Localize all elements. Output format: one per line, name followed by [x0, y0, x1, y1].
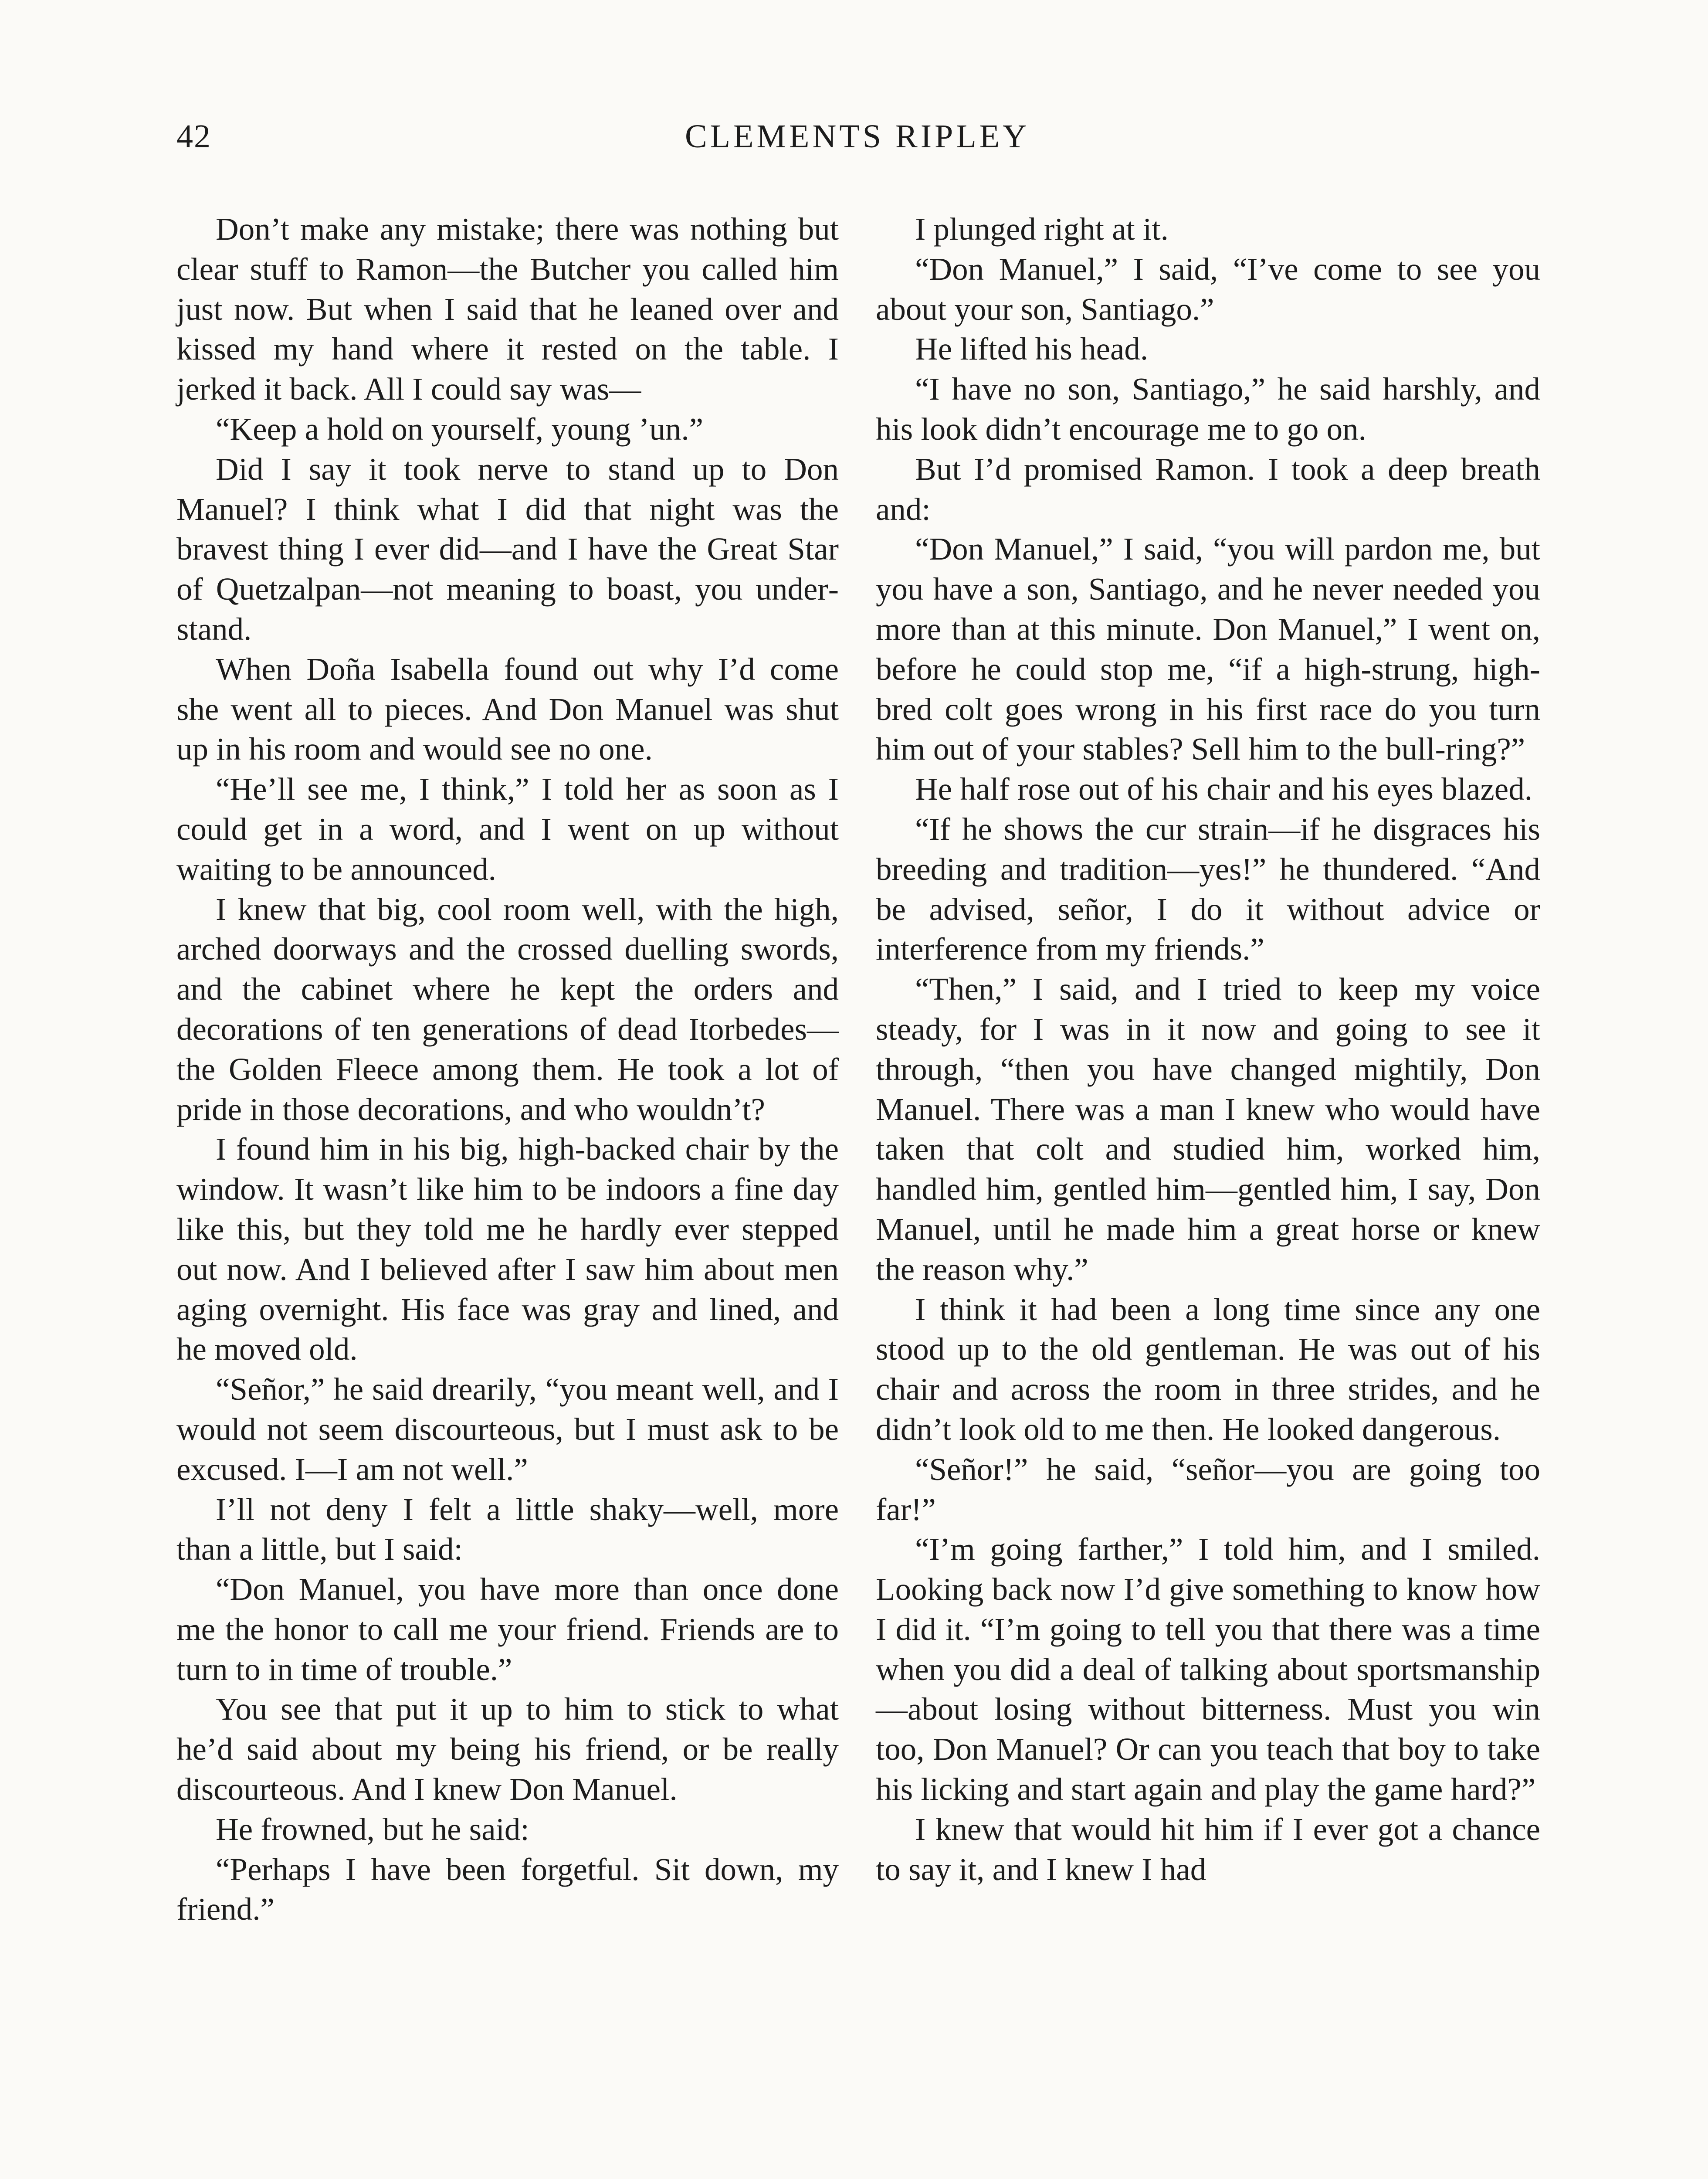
paragraph: You see that put it up to him to stick to what he’d said about my being his friend, or be really discourteous. And I knew Don Manuel.: [176, 1691, 839, 1807]
paragraph: “If he shows the cur strain—if he disgraces his breeding and tradition—yes!” he thundered. “And be advised, señor, I do it without advice or interference from my friends.”: [876, 811, 1540, 967]
paragraph: But I’d promised Ramon. I took a deep breath and:: [876, 451, 1540, 527]
paragraph: “Then,” I said, and I tried to keep my voice steady, for I was in it now and going to see it through, “then you have changed mightily, Don Manuel. There was a man I knew who would have taken that colt and studied him, worked him, handled him, gentled him—gentled him, I say, Don Manuel, until he made him a great horse or knew the reason why.”: [876, 971, 1540, 1287]
paragraph: “I have no son, Santiago,” he said harshly, and his look didn’t encourage me to go on.: [876, 371, 1540, 447]
paragraph: “Keep a hold on yourself, young ’un.”: [216, 411, 704, 447]
paragraph: “He’ll see me, I think,” I told her as soon as I could get in a word, and I went on up without waiting to be announced.: [176, 771, 839, 887]
left-column: [176, 209, 839, 1929]
paragraph: I’ll not deny I felt a little shaky—well, more than a little, but I said:: [176, 1491, 839, 1567]
paragraph: I found him in his big, high-backed chair by the window. It wasn’t like him to be indoors a fine day like this, but they told me he hardly ever stepped out now. And I believed after I saw him about men aging overnight. His face was gray and lined, and he moved old.: [176, 1131, 839, 1367]
paragraph: When Doña Isabella found out why I’d come she went all to pieces. And Don Manuel was shut up in his room and would see no one.: [176, 651, 839, 767]
paragraph: I knew that would hit him if I ever got a chance to say it, and I knew I had: [876, 1811, 1540, 1887]
paragraph: “Don Manuel,” I said, “I’ve come to see you about your son, Santiago.”: [876, 251, 1540, 327]
page-header: [176, 118, 1538, 170]
page-number: 42: [176, 118, 211, 155]
paragraph: He frowned, but he said:: [216, 1811, 529, 1847]
paragraph: Did I say it took nerve to stand up to Don Manuel? I think what I did that night was the bravest thing I ever did—and I have the Great Star of Quetzalpan—not meaning to boast, you understand.: [176, 451, 839, 647]
paragraph: “Don Manuel, you have more than once done me the honor to call me your friend. Friends are to turn to in time of trouble.”: [176, 1571, 839, 1687]
paragraph: “I’m going farther,” I told him, and I smiled. Looking back now I’d give something to know how I did it. “I’m going to tell you that there was a time when you did a deal of talking about sportsmanship—about losing without bitterness. Must you win too, Don Manuel? Or can you teach that boy to take his licking and start again and play the game hard?”: [876, 1531, 1540, 1807]
paragraph: “Perhaps I have been forgetful. Sit down, my friend.”: [176, 1851, 839, 1927]
paragraph: “Don Manuel,” I said, “you will pardon me, but you have a son, Santiago, and he never needed you more than at this minute. Don Manuel,” I went on, before he could stop me, “if a high-strung, high-bred colt goes wrong in his first race do you turn him out of your stables? Sell him to the bull-ring?”: [876, 531, 1540, 767]
paragraph: I knew that big, cool room well, with the high, arched doorways and the crossed duelling swords, and the cabinet where he kept the orders and decorations of ten generations of dead Itorbedes—the Golden Fleece among them. He took a lot of pride in those decorations, and who wouldn’t?: [176, 891, 839, 1127]
paragraph: “Señor!” he said, “señor—you are going too far!”: [876, 1451, 1540, 1527]
running-head: CLEMENTS RIPLEY: [685, 118, 1030, 155]
paragraph: He half rose out of his chair and his eyes blazed.: [915, 771, 1532, 807]
right-column: [876, 209, 1540, 1889]
paragraph: Don’t make any mistake; there was nothing but clear stuff to Ramon—the Butcher you called him just now. But when I said that he leaned over and kissed my hand where it rested on the table. I jerked it back. All I could say was—: [176, 211, 839, 407]
paragraph: I think it had been a long time since any one stood up to the old gentleman. He was out of his chair and across the room in three strides, and he didn’t look old to me then. He looked dangerous.: [876, 1291, 1540, 1447]
paragraph: I plunged right at it.: [915, 211, 1169, 247]
paragraph: “Señor,” he said drearily, “you meant well, and I would not seem discourteous, but I must ask to be excused. I—I am not well.”: [176, 1371, 839, 1487]
paragraph: He lifted his head.: [915, 331, 1149, 367]
